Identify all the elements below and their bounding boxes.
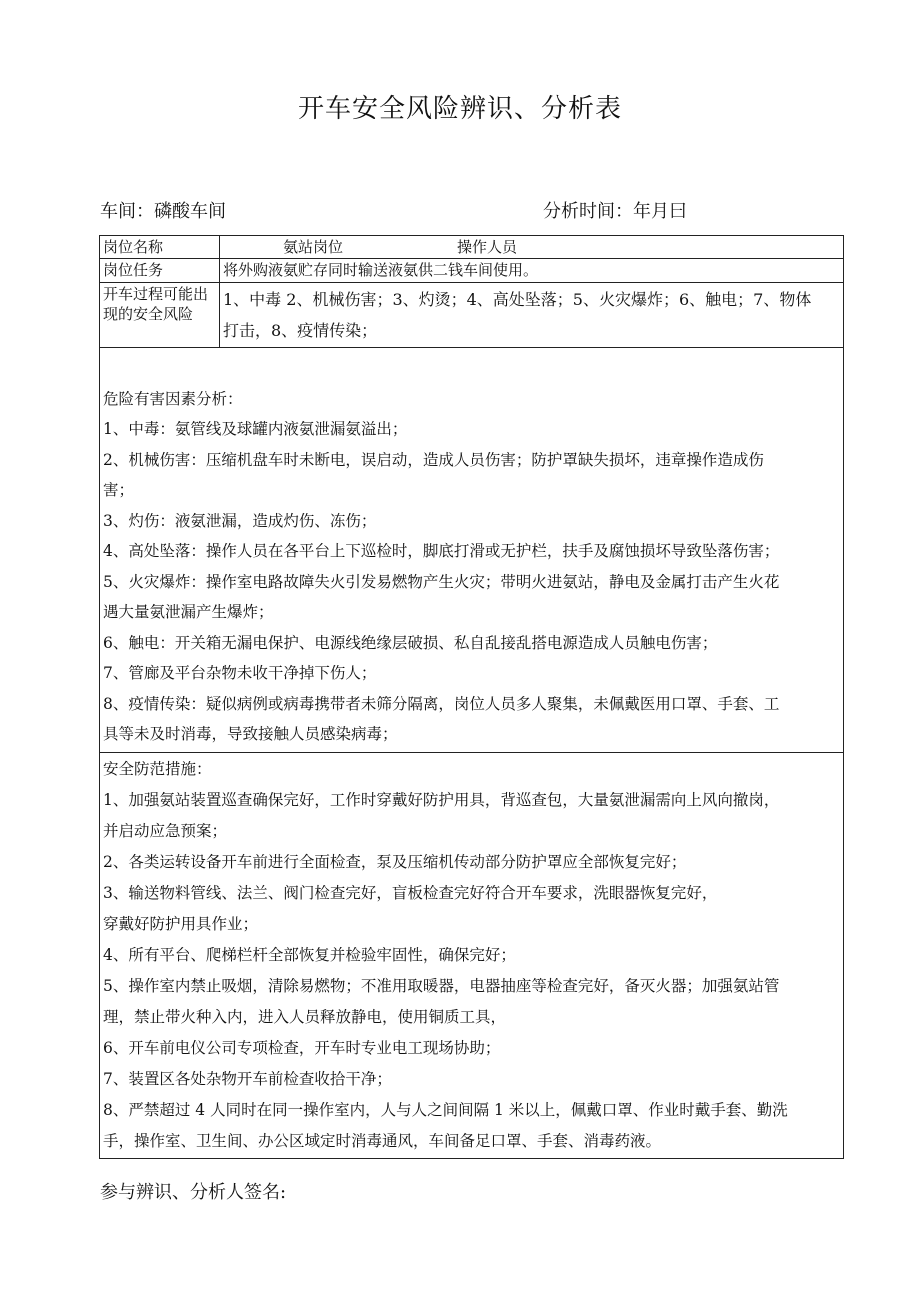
hazard-line: 8、疫情传染：疑似病例或病毒携带者未筛分隔离，岗位人员多人聚集，未佩戴医用口罩、手套、工 — [103, 694, 780, 713]
measure-line: 3、输送物料管线、法兰、阀门检查完好，盲板检查完好符合开车要求，洗眼器恢复完好， — [103, 883, 718, 902]
measure-line: 8、严禁超过 4 人同时在同一操作室内，人与人之间间隔 1 米以上，佩戴口罩、作业时戴手套、勤洗 — [103, 1100, 788, 1119]
hazard-line: 6、触电：开关箱无漏电保护、电源线绝缘层破损、私自乱接乱搭电源造成人员触电伤害； — [103, 633, 718, 652]
hazard-heading: 危险有害因素分析： — [103, 389, 243, 408]
measure-line: 理，禁止带火种入内，进入人员释放静电，使用铜质工具， — [103, 1007, 507, 1026]
hazard-line: 5、火灾爆炸：操作室电路故障失火引发易燃物产生火灾；带明火进氨站，静电及金属打击产生火花 — [103, 572, 780, 591]
signature-label: 参与辨识、分析人签名: — [100, 1182, 287, 1203]
analysis-time-label: 分析时间： — [543, 201, 633, 222]
post-name-value: 氨站岗位 — [283, 238, 344, 256]
hazard-line: 7、管廊及平台杂物未收干净掉下伤人； — [103, 664, 377, 682]
hazard-line: 3、灼伤：液氨泄漏，造成灼伤、冻伤； — [103, 511, 377, 530]
post-task-value: 将外购液氨贮存同时输送液氨供二钱车间使用。 — [220, 259, 844, 282]
measure-line: 1、加强氨站装置巡查确保完好，工作时穿戴好防护用具，背巡查包，大量氨泄漏需向上风向撤岗， — [103, 790, 780, 809]
hazard-line: 2、机械伤害：压缩机盘车时未断电，误启动，造成人员伤害；防护罩缺失损坏，违章操作造成伤 — [103, 450, 764, 469]
measure-line: 4、所有平台、爬梯栏杆全部恢复并检验牢固性，确保完好； — [103, 945, 516, 964]
hazard-line: 害； — [103, 481, 135, 499]
risk-line: 打击，8、疫情传染； — [223, 320, 378, 340]
measures-row — [100, 752, 844, 1158]
workshop-label: 车间： — [100, 201, 154, 222]
post-task-label: 岗位任务 — [100, 259, 220, 282]
post-task-row — [100, 259, 844, 282]
risk-label: 开车过程可能出现的安全风险 — [100, 282, 220, 347]
risk-analysis-table — [99, 235, 844, 1159]
measure-line: 并启动应急预案； — [103, 821, 228, 840]
risk-line: 1、中毒 2、机械伤害；3、灼烫；4、高处坠落；5、火灾爆炸；6、触电；7、物体 — [223, 289, 812, 309]
hazard-row — [100, 347, 844, 752]
hazard-line: 4、高处坠落：操作人员在各平台上下巡检时，脚底打滑或无护栏，扶手及腐蚀损坏导致坠落伤害； — [103, 542, 780, 560]
analysis-time-value: 年月曰 — [633, 201, 687, 222]
hazard-line: 1、中毒：氨管线及球罐内液氨泄漏氨溢出； — [103, 420, 408, 438]
measure-line: 7、装置区各处杂物开车前检查收拾干净； — [103, 1069, 392, 1088]
measures-heading: 安全防范措施： — [103, 759, 212, 778]
post-name-extra: 操作人员 — [457, 238, 518, 256]
workshop-info — [100, 197, 226, 223]
safety-measures — [100, 752, 844, 1158]
risk-value — [220, 282, 844, 347]
workshop-value: 磷酸车间 — [154, 201, 226, 222]
measure-line: 5、操作室内禁止吸烟，清除易燃物；不准用取暖器，电器抽座等检查完好，备灭火器；加强氨站管 — [103, 976, 780, 995]
hazard-line: 遇大量氨泄漏产生爆炸； — [103, 603, 274, 621]
risk-row — [100, 282, 844, 347]
post-name-label: 岗位名称 — [100, 236, 220, 259]
analysis-time-info — [543, 197, 687, 223]
measure-line: 穿戴好防护用具作业； — [103, 914, 259, 933]
measure-line: 6、开车前电仪公司专项检查，开车时专业电工现场协助； — [103, 1038, 501, 1057]
measure-line: 2、各类运转设备开车前进行全面检查，泵及压缩机传动部分防护罩应全部恢复完好； — [103, 852, 687, 871]
hazard-line: 具等未及时消毒，导致接触人员感染病毒； — [103, 725, 398, 743]
page-title: 开车安全风险辨识、分析表 — [297, 94, 622, 124]
measure-line: 手，操作室、卫生间、办公区域定时消毒通风，车间备足口罩、手套、消毒药液。 — [103, 1131, 662, 1150]
post-name-row — [100, 236, 844, 259]
post-name-cell — [220, 236, 844, 259]
hazard-analysis — [100, 347, 844, 752]
